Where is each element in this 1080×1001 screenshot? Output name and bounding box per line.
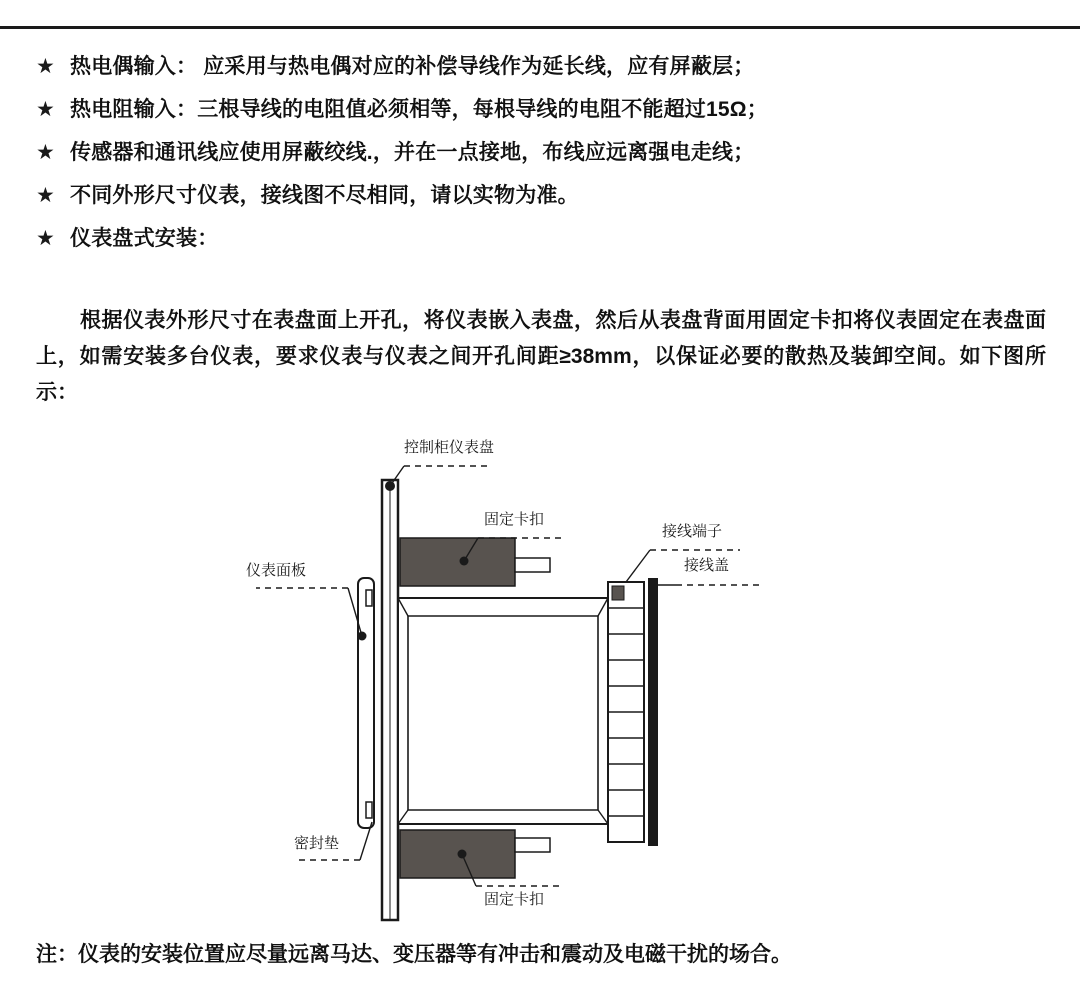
list-item <box>0 52 1080 82</box>
star-icon: ★ <box>36 141 55 164</box>
figure-label-terminal-block: 接线端子 <box>662 523 723 540</box>
list-item <box>0 95 1080 125</box>
figure-label-meter-face: 仪表面板 <box>246 562 307 579</box>
installation-diagram <box>0 430 1080 930</box>
list-item <box>0 224 1080 254</box>
list-item <box>0 138 1080 168</box>
list-item-text: 传感器和通讯线应使用屏蔽绞线.，并在一点接地，布线应远离强电走线； <box>70 141 755 164</box>
footer-note: 注：仪表的安装位置应尽量远离马达、变压器等有冲击和震动及电磁干扰的场合。 <box>36 943 792 966</box>
top-divider <box>0 26 1080 29</box>
figure-label-terminal-cover: 接线盖 <box>684 557 730 574</box>
list-item-text: 不同外形尺寸仪表，接线图不尽相同，请以实物为准。 <box>70 184 579 207</box>
list-item-text: 仪表盘式安装： <box>70 227 219 250</box>
star-icon: ★ <box>36 55 55 78</box>
star-icon: ★ <box>36 227 55 250</box>
figure-label-gasket: 密封垫 <box>294 835 340 852</box>
list-item-text: 热电阻输入：三根导线的电阻值必须相等，每根导线的电阻不能超过15Ω； <box>70 98 768 121</box>
figure-label-fixing-clip-bottom: 固定卡扣 <box>484 891 545 908</box>
star-icon: ★ <box>36 98 55 121</box>
list-item-text: 热电偶输入： 应采用与热电偶对应的补偿导线作为延长线，应有屏蔽层； <box>70 55 755 78</box>
body-paragraph: 根据仪表外形尺寸在表盘面上开孔，将仪表嵌入表盘，然后从表盘背面用固定卡扣将仪表固定在表盘面上，如需安装多台仪表，要求仪表与仪表之间开孔间距≥38mm，以保证必要的散热及装卸空间。如下图所示： <box>36 309 1046 404</box>
list-item <box>0 181 1080 211</box>
bullet-list <box>0 52 1080 267</box>
figure-label-cabinet-panel: 控制柜仪表盘 <box>404 439 495 456</box>
figure-label-fixing-clip-top: 固定卡扣 <box>484 511 545 528</box>
star-icon: ★ <box>36 184 55 207</box>
